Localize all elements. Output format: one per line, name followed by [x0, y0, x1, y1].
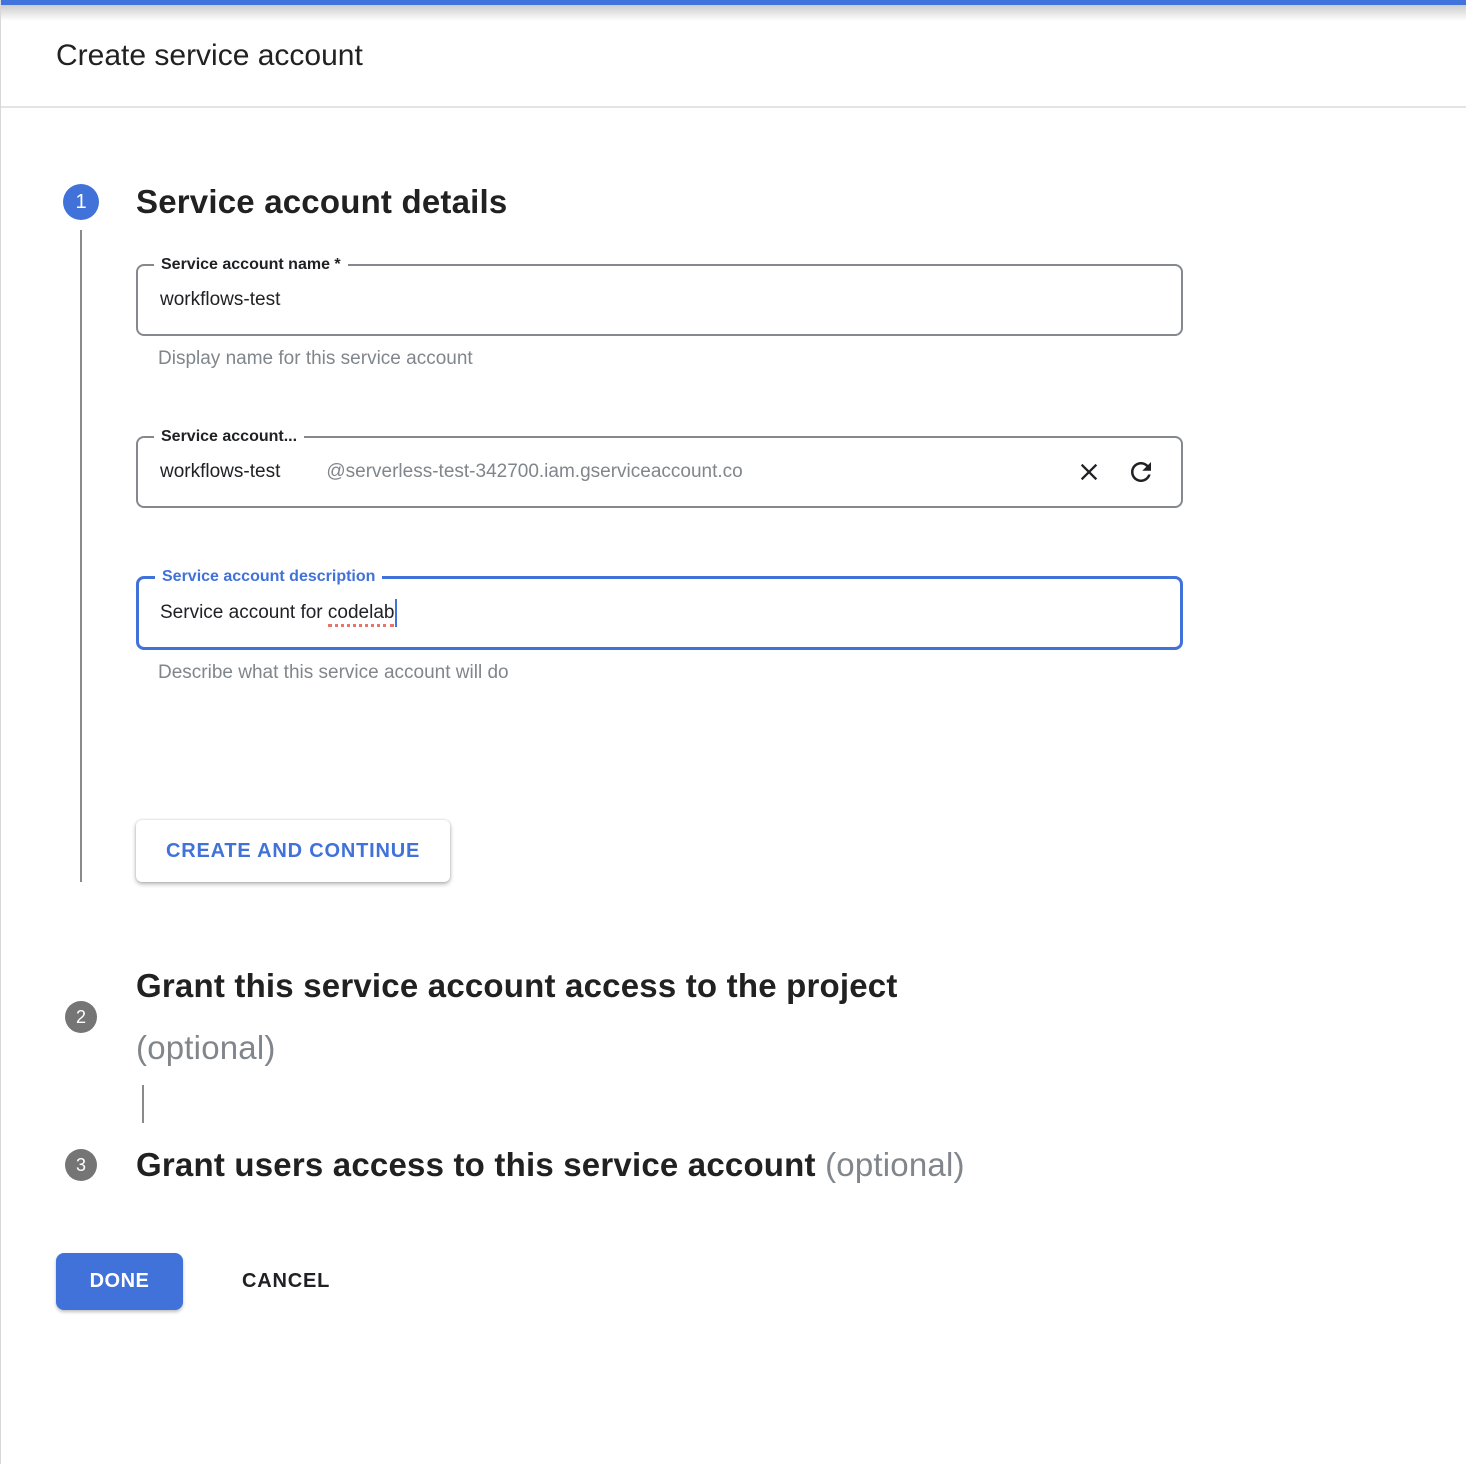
description-text: Service account for — [160, 602, 328, 624]
service-account-description-label: Service account description — [155, 566, 382, 588]
panel-header — [1, 5, 1466, 108]
panel-content — [1, 108, 1466, 1185]
service-account-description-field[interactable] — [136, 568, 1183, 650]
cancel-button[interactable]: CANCEL — [236, 1269, 336, 1294]
service-account-id-label: Service account... — [154, 426, 304, 448]
step-2-3-connector-line — [142, 1085, 144, 1123]
step-1-number-badge — [63, 184, 99, 220]
step-3-optional-text: (optional) — [825, 1146, 965, 1183]
step-2-grant-project-access — [63, 955, 1466, 1079]
service-account-form — [136, 256, 1183, 882]
step-3-indicator — [63, 1149, 136, 1181]
text-cursor — [395, 599, 397, 627]
step-3-number-badge — [65, 1149, 97, 1181]
service-account-name-field[interactable] — [136, 256, 1183, 336]
step-1-title: Service account details — [136, 183, 508, 220]
step-2-optional-label: (optional) — [136, 1029, 276, 1066]
create-and-continue-button[interactable]: CREATE AND CONTINUE — [136, 820, 450, 882]
step-3-grant-user-access — [63, 1145, 1466, 1185]
panel-actions — [1, 1253, 1466, 1310]
service-account-id-domain-suffix: @serverless-test-342700.iam.gserviceaccount.co — [326, 461, 743, 482]
service-account-name-label: Service account name * — [154, 254, 348, 276]
service-account-name-helper: Display name for this service account — [158, 348, 473, 369]
step-2-title — [136, 955, 1176, 1079]
step-3-title-text: Grant users access to this service account — [136, 1146, 816, 1183]
step-1-number: 1 — [75, 190, 87, 213]
step-1-service-account-details — [63, 182, 1466, 930]
step-2-number-badge — [65, 1001, 97, 1033]
service-account-name-value[interactable]: workflows-test — [160, 289, 281, 310]
done-button[interactable]: DONE — [56, 1253, 183, 1310]
step-1-body — [136, 182, 1466, 882]
service-account-id-value[interactable]: workflows-test — [160, 461, 281, 482]
service-account-description-value[interactable] — [160, 599, 397, 627]
refresh-icon[interactable] — [1123, 454, 1159, 490]
step-1-indicator — [63, 182, 136, 882]
step-3-number: 3 — [75, 1154, 86, 1175]
page-title: Create service account — [56, 38, 363, 72]
step-2-title-text: Grant this service account access to the project — [136, 967, 898, 1004]
description-misspelled-word: codelab — [328, 602, 395, 627]
clear-icon[interactable] — [1071, 454, 1107, 490]
service-account-description-helper: Describe what this service account will do — [158, 662, 509, 683]
step-2-number: 2 — [75, 1006, 86, 1027]
step-3-optional-label — [825, 1146, 965, 1183]
step-1-connector-line — [80, 230, 82, 882]
step-3-title — [136, 1145, 965, 1185]
step-2-indicator — [63, 1001, 136, 1033]
service-account-id-field[interactable] — [136, 428, 1183, 508]
